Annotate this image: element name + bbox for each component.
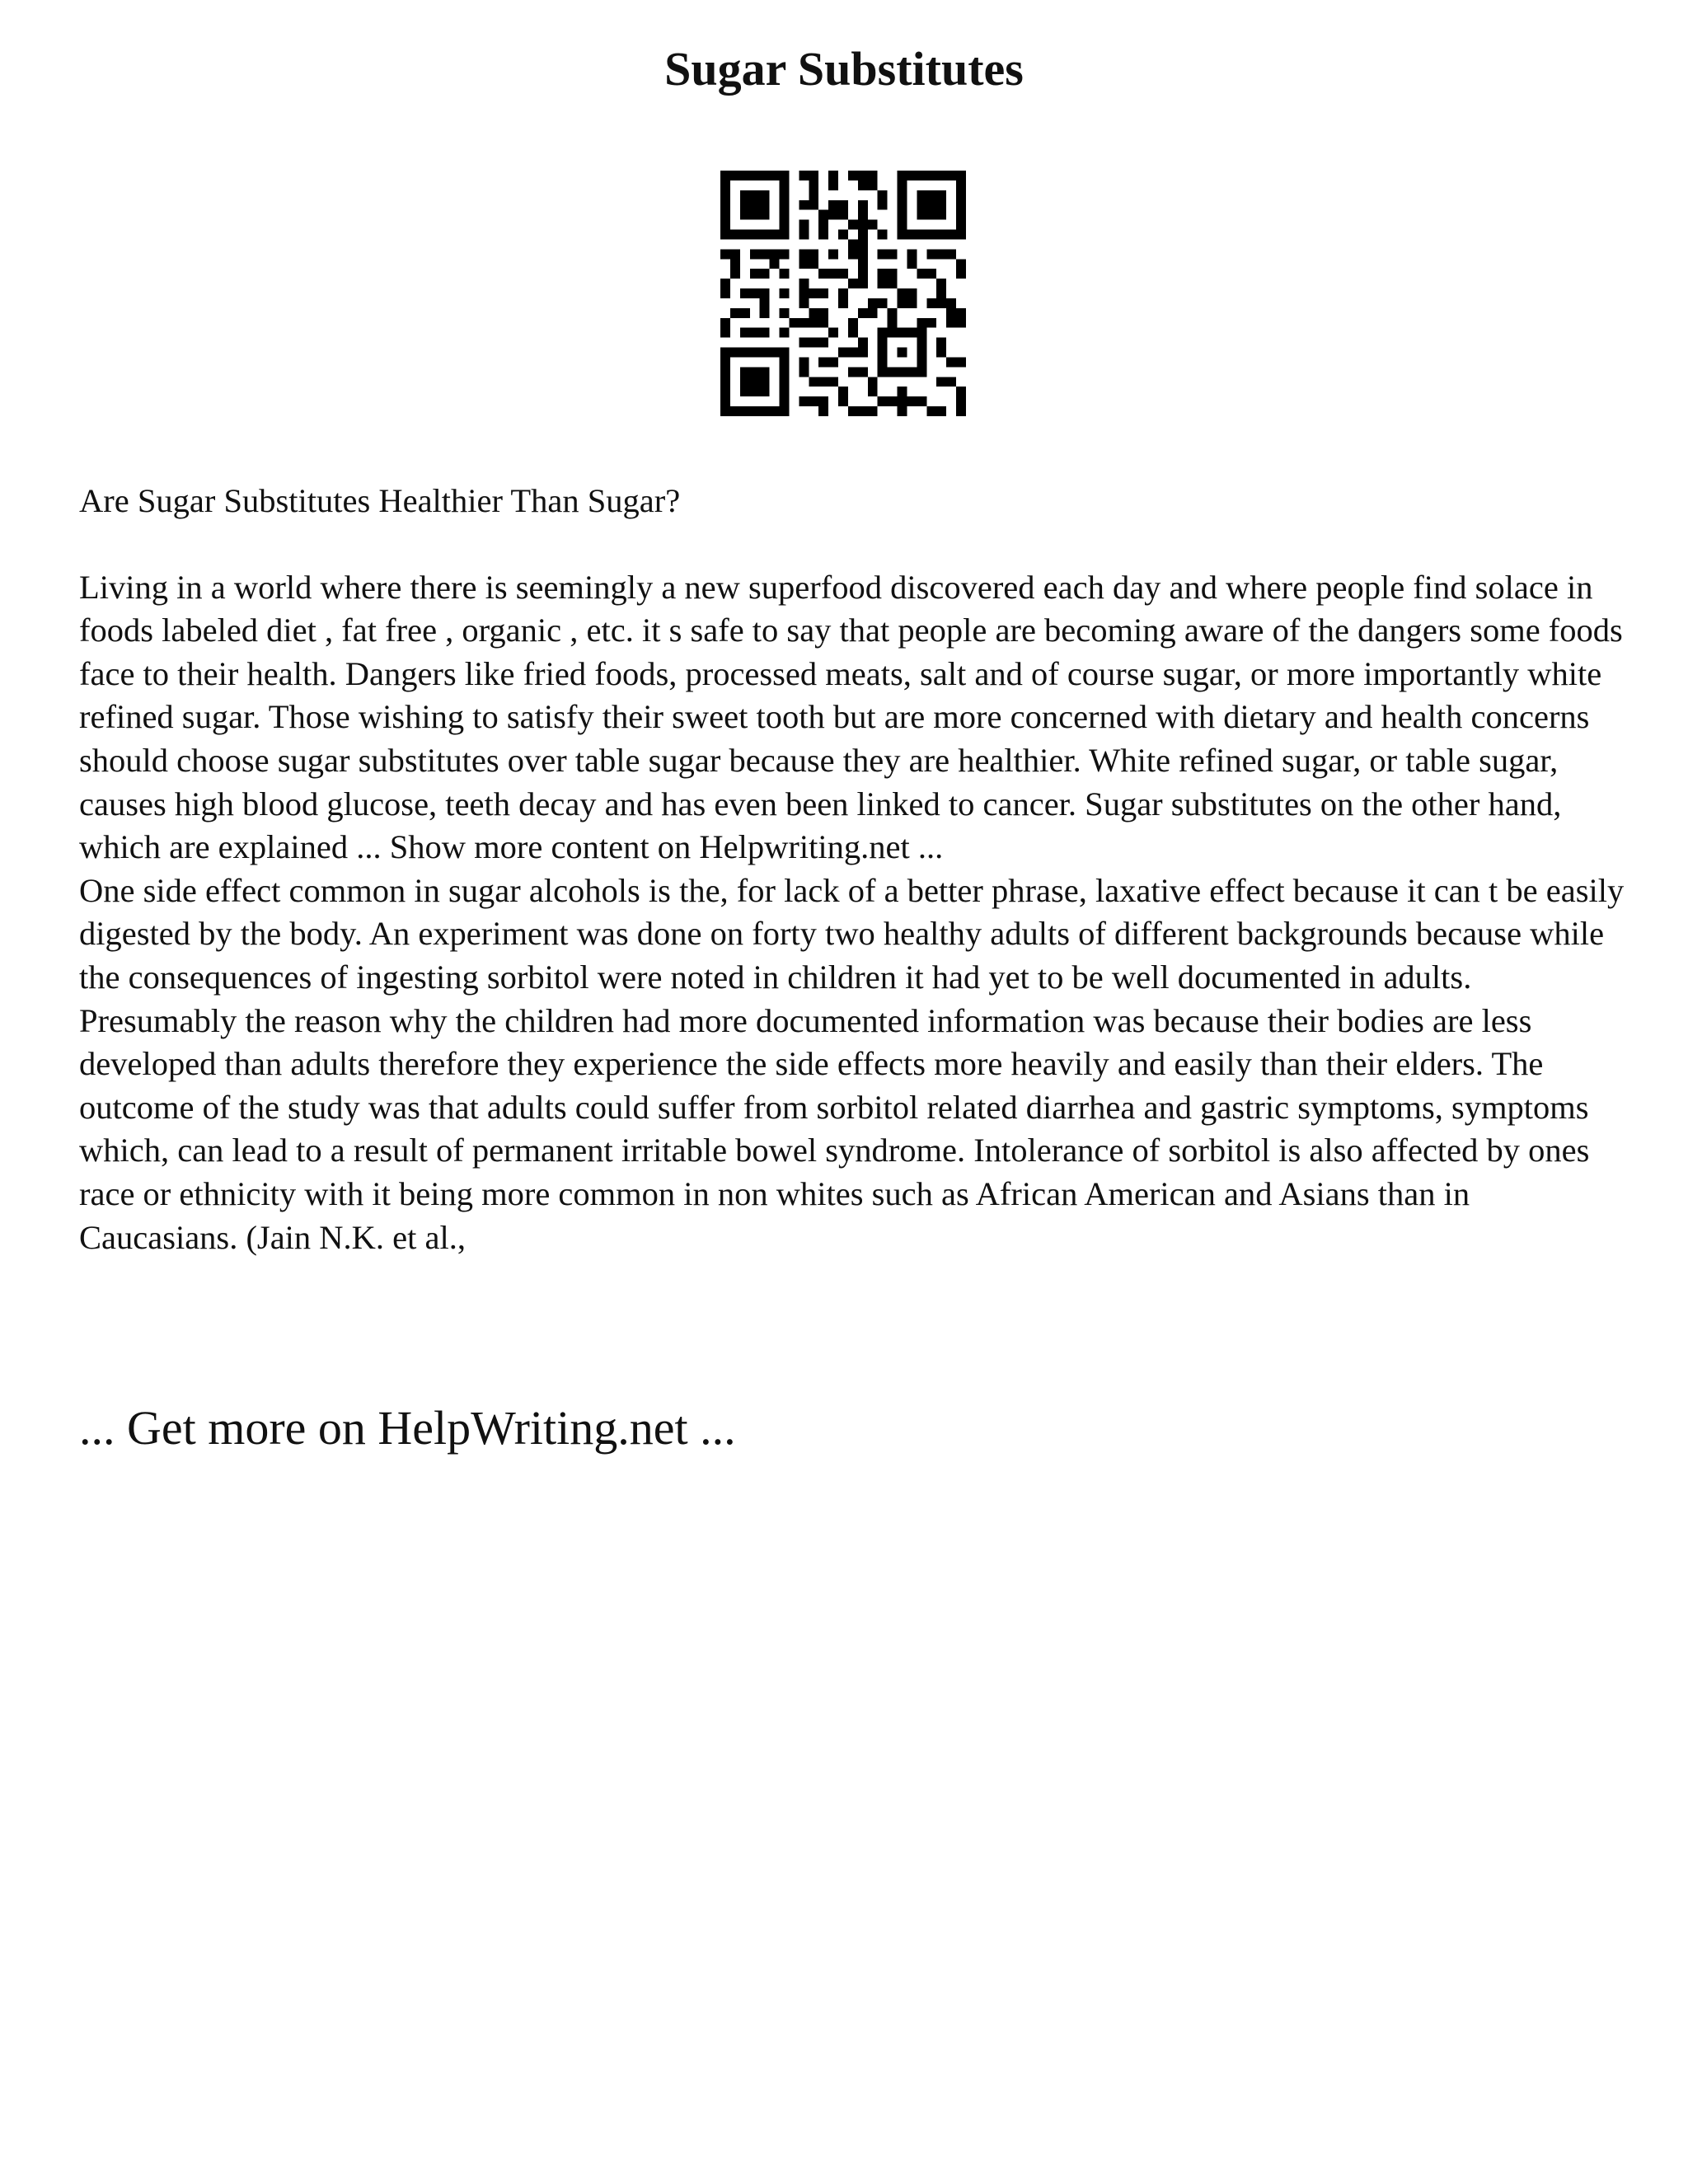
article-paragraph-2: One side effect common in sugar alcohols is the, for lack of a better phrase, laxative effect because it can t be easily digested by the body. An experiment was done on forty two healthy adults of different backgrounds because while the consequences of ingesting sorbitol were noted in children it had yet to be well documented in adults. Presumably the reason why the children had more documented information was because their bodies are less developed than adults therefore they experience the side effects more heavily and easily than their elders. The outcome of the study was that adults could suffer from sorbitol related diarrhea and gastric symptoms, symptoms which, can lead to a result of permanent irritable bowel syndrome. Intolerance of sorbitol is also affected by ones race or ethnicity with it being more common in non whites such as African American and Asians than in Caucasians. (Jain N.K. et al.,: [79, 871, 1625, 1256]
document-title: Sugar Substitutes: [664, 42, 1024, 96]
article-subheading: Are Sugar Substitutes Healthier Than Sugar?: [79, 482, 681, 519]
document-body: [79, 480, 1629, 1259]
qr-code-icon: [720, 171, 966, 416]
article-paragraph-1: Living in a world where there is seemingly a new superfood discovered each day and where people find solace in foods labeled diet , fat free , organic , etc. it s safe to say that people are becoming aware of the dangers some foods face to their health. Dangers like fried foods, processed meats, salt and of course sugar, or more importantly white refined sugar. Those wishing to satisfy their sweet tooth but are more concerned with dietary and health concerns should choose sugar substitutes over table sugar because they are healthier. White refined sugar, or table sugar, causes high blood glucose, teeth decay and has even been linked to cancer. Sugar substitutes on the other hand, which are explained ... Show more content on Helpwriting.net ...: [79, 568, 1623, 866]
get-more-link[interactable]: ... Get more on HelpWriting.net ...: [79, 1401, 736, 1455]
